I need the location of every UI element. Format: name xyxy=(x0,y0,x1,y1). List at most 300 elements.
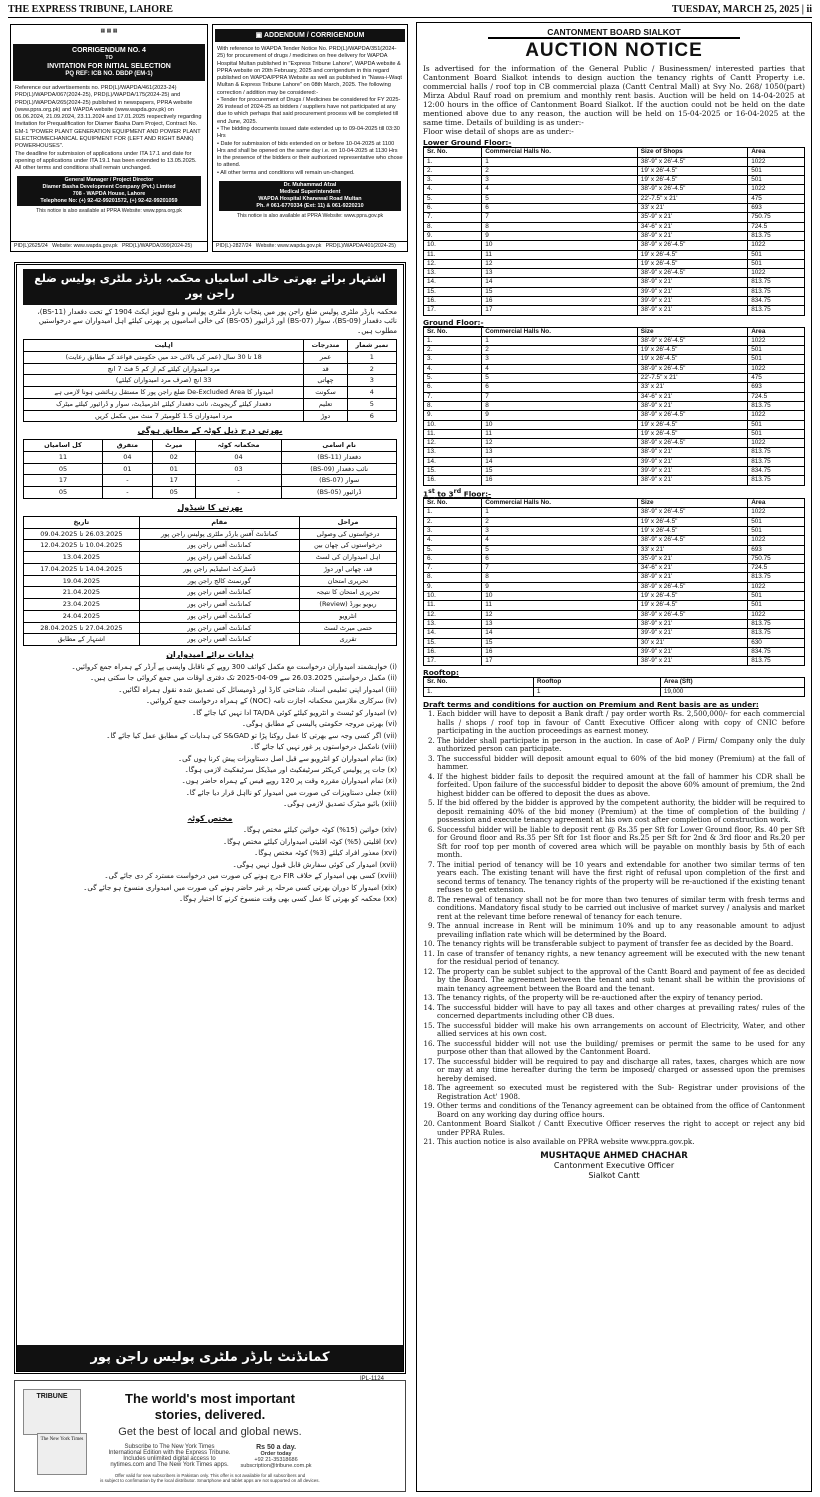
lower-ground-cell: 10. xyxy=(424,241,482,250)
schedule-row xyxy=(24,552,397,564)
eligibility-row xyxy=(24,398,397,410)
upper-floors-cell: 16 xyxy=(482,647,638,656)
upper-floors-cell: 4. xyxy=(424,536,482,545)
ground-floor-cell: 1022 xyxy=(748,411,805,420)
lower-ground-cell: 813.75 xyxy=(748,278,805,287)
upper-floors-cell: 39'-9" x 21' xyxy=(637,647,747,656)
quota-cell: 17 xyxy=(24,475,103,487)
schedule-table xyxy=(23,516,397,646)
term-item: 11. In case of transfer of tenancy rights, a new tenancy agreement will be executed with the new tenant for the residual period of tenancy. xyxy=(437,950,805,967)
ground-floor-cell: 1022 xyxy=(748,336,805,345)
quota2-item: (xviii) کسی بھی امیدوار کے خلاف FIR درج ہونے کی صورت میں درخواست مسترد کر دی جائے گی۔ xyxy=(104,872,397,881)
lower-ground-cell: 501 xyxy=(748,250,805,259)
quota2-list xyxy=(23,826,397,904)
eligibility-cell: چھاتی xyxy=(304,375,347,387)
schedule-cell: قد، چھاتی اور دوڑ xyxy=(299,563,396,575)
lower-ground-cell: 11. xyxy=(424,250,482,259)
schedule-col-header: مقام xyxy=(139,516,299,528)
lower-ground-cell: 501 xyxy=(748,166,805,175)
lower-ground-cell: 15 xyxy=(482,287,638,296)
ground-floor-cell: 38'-9" x 26'-4.5" xyxy=(637,439,747,448)
quota-cell: - xyxy=(102,487,152,499)
schedule-cell: 23.04.2025 xyxy=(24,599,140,611)
urdu-title: اشتہار برائے بھرتی خالی اسامیاں محکمہ بارڈر ملٹری پولیس ضلع راجن پور xyxy=(23,269,397,305)
eligibility-cell: دوڑ xyxy=(304,410,347,422)
eligibility-cell: 3 xyxy=(347,375,396,387)
schedule-cell: ڈسٹرکٹ اسٹیڈیم راجن پور xyxy=(139,563,299,575)
upper-floors-col-header: Commercial Halls No. xyxy=(482,499,638,508)
term-item: 15. The successful bidder will make his own arrangements on account of Electricity, Water, and other allied services at his own cost. xyxy=(437,1022,805,1039)
upper-floors-cell: 6 xyxy=(482,554,638,563)
quota-row xyxy=(24,487,397,499)
upper-floors-cell: 38'-9" x 26'-4.5" xyxy=(637,536,747,545)
upper-floors-cell: 14 xyxy=(482,629,638,638)
corrigendum-heading xyxy=(13,44,205,81)
lower-ground-cell: 38'-9" x 26'-4.5" xyxy=(637,185,747,194)
term-item: 16. The successful bidder will not use the building/ premises or permit the same to be used for any purpose other than that allowed by the Cantonment Board. xyxy=(437,1040,805,1057)
addendum-notice: ▣ ADDENDUM / CORRIGENDUM With reference to WAPDA Tender Notice No. PRD(L)/WAPDA/351(2024-25) for procurement of drugs / medicines on free delivery for WAPDA Hospital Multan published in "Express Tribune Lahore", WAPDA website & PPRA website on 20th February, 2025 and corrigendum in this regard published on WAPDA/PPRA Website as well as published in "Nawa-i-Waqt Multan & Express Tribune Lahore" on 08th March, 2025. The following correction / addition may be considered:- • Tender for procurement of Drugs / Medicines be considered for FY 2025-26 instead of 2024-25 as bidders / suppliers have not participated at any due to which perhaps that said procurement process will be completed till end June, 2025. • The bidding documents issued date extended up to 09-04-2025 till 03:30 Hrs • Date for submission of bids extended on or before 10-04-2025 at 1100 Hrs and shall be opened on the same day i.e. on 10-04-2025 at 1130 Hrs in the presence of the bidders or their authorized representative who chose to attend. • All other terms and conditions will remain un-changed. Dr. Muhammad Afzal Medical Superintendent WAPDA Hospital Khanewal Road Multan Ph. # 061-6770334 (Ext: 11) & 061-9220210 This notice is also available at PPRA Website: www.ppra.gov.pk PID(L)-2827/24 Website: www.wapda.gov.pk PRD(L)/WAPDA/401(2024-25) xyxy=(212,24,408,252)
lower-ground-row xyxy=(424,269,805,278)
ground-floor-cell: 10 xyxy=(482,420,638,429)
ground-floor-cell: 38'-9" x 26'-4.5" xyxy=(637,364,747,373)
quota-cell: 17 xyxy=(152,475,195,487)
schedule-row xyxy=(24,587,397,599)
ground-floor-row xyxy=(424,374,805,383)
corrigendum-subtitle: INVITATION FOR INITIAL SELECTION xyxy=(47,63,171,71)
addendum-bullet-3: Date for submission of bids extended on or before 10-04-2025 at 1100 Hrs and shall be opened on the same day i.e. on 10-04-2025 at 1130 Hrs in the presence of the bidders or their authorized representative who chose to attend. xyxy=(217,140,403,169)
corrigendum-prd: PRD(L)/WAPDA/399(2024-25) xyxy=(121,243,193,250)
quota-cell: 01 xyxy=(152,463,195,475)
terms-title: Draft terms and conditions for auction on Premium and Rent basis are as under: xyxy=(423,700,759,710)
term-item: 4. If the highest bidder fails to deposit the required amount at the fall of hammer his CDR shall be forfeited. Upon failure of the successful bidder to deposit the above 60% amount of premium, the 2nd highest bidder can be offered to deposit the dues as above. xyxy=(437,773,805,799)
schedule-cell: انٹرویو xyxy=(299,610,396,622)
eligibility-row xyxy=(24,375,397,387)
upper-floors-cell: 8 xyxy=(482,573,638,582)
lower-ground-cell: 38'-9" x 26'-4.5" xyxy=(637,157,747,166)
term-item: 20. Cantonment Board Sialkot / Cantt Executive Officer reserves the right to accept or reject any bid under PPRA Rules. xyxy=(437,1120,805,1137)
lower-ground-cell: 19' x 26'-4.5" xyxy=(637,259,747,268)
schedule-col-header: تاریخ xyxy=(24,516,140,528)
lower-ground-cell: 501 xyxy=(748,259,805,268)
quota-cell: 11 xyxy=(24,451,103,463)
lower-ground-cell: 1 xyxy=(482,157,638,166)
rooftop-cell: 19,000 xyxy=(660,687,804,696)
corrigendum-addr1: General Manager / Project Director xyxy=(64,177,154,184)
corrigendum-notice xyxy=(10,24,208,252)
corrigendum-web: Website: www.wapda.gov.pk xyxy=(52,243,118,250)
ground-floor-cell: 693 xyxy=(748,383,805,392)
quota-cell: 02 xyxy=(152,451,195,463)
lower-ground-row xyxy=(424,222,805,231)
lower-ground-header xyxy=(424,148,805,157)
lower-ground-cell: 8. xyxy=(424,222,482,231)
addendum-title: ADDENDUM / CORRIGENDUM xyxy=(263,32,365,39)
ground-floor-cell: 14. xyxy=(424,457,482,466)
quota-cell: - xyxy=(195,475,282,487)
ground-floor-cell: 501 xyxy=(748,346,805,355)
urdu-intro: محکمہ بارڈر ملٹری پولیس ضلع راجن پور میں پنجاب بارڈر ملٹری پولیس و بلوچ لیویز ایکٹ 1904 کے تحت دفعدار (BS-11)، نائب دفعدار (BS-09)، سوار (BS-07) اور ڈرائیور (BS-05) کی خالی اسامیوں پر بھرتی کیلئے اہل امیدواران سے درخواستیں مطلوب ہیں۔ xyxy=(37,307,397,335)
rooftop-cell: 1 xyxy=(533,687,660,696)
signatory-name: MUSHTAQUE AHMED CHACHAR xyxy=(540,1150,688,1161)
lower-ground-col-header: Size of Shops xyxy=(637,148,747,157)
instruction-item: (xiii) بائیو میٹرک تصدیق لازمی ہوگی۔ xyxy=(283,800,397,809)
lower-ground-cell: 813.75 xyxy=(748,287,805,296)
promo-fine2: is subject to confirmation by the local distributor. Smartphone and tablet apps are not supported on all devices. xyxy=(100,1478,320,1484)
eligibility-cell: دفعدار کیلئے گریجویٹ، نائب دفعدار کیلئے انٹرمیڈیٹ، سوار و ڈرائیور کیلئے میٹرک xyxy=(24,398,304,410)
upper-floors-row xyxy=(424,545,805,554)
ground-floor-cell: 11 xyxy=(482,429,638,438)
quota-cell: - xyxy=(195,487,282,499)
ground-floor-cell: 8 xyxy=(482,401,638,410)
upper-floors-cell: 10. xyxy=(424,592,482,601)
quota2-item: (xvii) امیدوار کی کوئی سفارش قابل قبول نہیں ہوگی۔ xyxy=(232,860,397,869)
lower-ground-cell: 475 xyxy=(748,194,805,203)
ground-floor-cell: 4. xyxy=(424,364,482,373)
upper-floors-cell: 13 xyxy=(482,619,638,628)
lower-ground-cell: 3. xyxy=(424,176,482,185)
ground-floor-cell: 14 xyxy=(482,457,638,466)
schedule-row xyxy=(24,528,397,540)
addendum-bullet-4: All other terms and conditions will remain un-changed. xyxy=(220,169,355,176)
lower-ground-cell: 1. xyxy=(424,157,482,166)
addendum-footer xyxy=(213,241,407,251)
lower-ground-cell: 2. xyxy=(424,166,482,175)
upper-floors-cell: 38'-9" x 21' xyxy=(637,619,747,628)
upper-floors-cell: 2. xyxy=(424,517,482,526)
newspaper-name: THE EXPRESS TRIBUNE, LAHORE xyxy=(8,4,173,15)
upper-floors-row xyxy=(424,564,805,573)
ground-floor-row xyxy=(424,355,805,364)
ground-floor-header xyxy=(424,327,805,336)
schedule-cell: تحریری امتحان xyxy=(299,575,396,587)
lower-ground-cell: 12 xyxy=(482,259,638,268)
ground-floor-cell: 13. xyxy=(424,448,482,457)
ground-floor-cell: 16. xyxy=(424,476,482,485)
upper-floors-row xyxy=(424,619,805,628)
terms-list xyxy=(423,710,805,1147)
auction-title: AUCTION NOTICE xyxy=(525,40,703,61)
lower-ground-cell: 35'-9" x 21' xyxy=(637,213,747,222)
term-item: 14. The successful bidder will have to pay all taxes and other charges at prevailing rates/ rules of the concerned departments including other CB dues. xyxy=(437,1004,805,1021)
eligibility-cell: 5 xyxy=(347,398,396,410)
ground-floor-row xyxy=(424,457,805,466)
quota-cell: 04 xyxy=(102,451,152,463)
upper-floors-cell: 38'-9" x 26'-4.5" xyxy=(637,582,747,591)
lower-ground-cell: 1022 xyxy=(748,185,805,194)
lower-ground-row xyxy=(424,259,805,268)
upper-floors-cell: 1022 xyxy=(748,610,805,619)
lower-ground-cell: 1022 xyxy=(748,269,805,278)
upper-floors-cell: 501 xyxy=(748,527,805,536)
upper-floors-row xyxy=(424,601,805,610)
auction-intro: Is advertised for the information of the General Public / Businessmen/ interested parties that Cantonment Board Sialkot intends to design auction the tenancy rights of Cantt Property i.e. commercial halls / roof top in CB commercial plaza (Cantt Central Mall) at Svy No. 268/ 1050(part) Mirza Abdul Rauf road on premium and monthly rent basis. Auction will be held on 14-04-2025 at 12:00 hours in the office of Cantonment Board Sialkot. If the auction could not be held on the date mentioned above due to any reason, the auction will be held on 15-04-2025 or 16-04-2025 at the same time. Details of building is as under:- xyxy=(423,64,805,128)
quota2-title: مختص کوٹہ xyxy=(187,813,233,823)
lower-ground-cell: 34'-6" x 21' xyxy=(637,222,747,231)
upper-floors-col-header: Sr. No. xyxy=(424,499,482,508)
ground-floor-cell: 7. xyxy=(424,392,482,401)
lower-ground-row xyxy=(424,157,805,166)
upper-floors-cell: 1 xyxy=(482,508,638,517)
auction-notice xyxy=(416,22,812,1492)
schedule-cell: ریویو بورڈ (Review) xyxy=(299,599,396,611)
rooftop-row xyxy=(424,687,805,696)
rooftop-col-header: Rooftop xyxy=(533,678,660,687)
lower-ground-cell: 19' x 26'-4.5" xyxy=(637,166,747,175)
upper-floors-row xyxy=(424,592,805,601)
lower-ground-cell: 724.5 xyxy=(748,222,805,231)
corrigendum-address xyxy=(17,176,201,206)
eligibility-cell: قد xyxy=(304,363,347,375)
lower-ground-cell: 13 xyxy=(482,269,638,278)
schedule-cell: کمانڈنٹ آفس بارڈر ملٹری پولیس راجن پور xyxy=(139,528,299,540)
ground-floor-cell: 38'-9" x 26'-4.5" xyxy=(637,411,747,420)
eligibility-row xyxy=(24,410,397,422)
lower-ground-cell: 19' x 26'-4.5" xyxy=(637,176,747,185)
upper-floors-cell: 33' x 21' xyxy=(637,545,747,554)
term-item: 12. The property can be sublet subject to the approval of the Cantt Board and payment of fee as decided by the Board. The agreement between the tenant and sub tenant shall be within the provisions of main tenancy agreement between the Board and the tenant. xyxy=(437,968,805,994)
lower-ground-cell: 5 xyxy=(482,194,638,203)
promo-sub3: Includes unlimited digital access to xyxy=(123,1456,216,1463)
lower-ground-cell: 8 xyxy=(482,222,638,231)
upper-floors-cell: 501 xyxy=(748,517,805,526)
upper-floors-cell: 19' x 26'-4.5" xyxy=(637,592,747,601)
tribune-newspaper-image xyxy=(23,1389,81,1435)
upper-floors-cell: 19' x 26'-4.5" xyxy=(637,527,747,536)
quota2-item: (xvi) معذور افراد کیلئے (3%) کوٹہ مختص ہوگا۔ xyxy=(254,849,397,858)
promo-email: subscription@tribune.com.pk xyxy=(240,1463,312,1470)
eligibility-cell: عمر xyxy=(304,351,347,363)
lower-ground-cell: 9 xyxy=(482,231,638,240)
ground-floor-cell: 15 xyxy=(482,467,638,476)
upper-floors-row xyxy=(424,517,805,526)
ground-floor-row xyxy=(424,467,805,476)
eligibility-cell: 4 xyxy=(347,387,396,399)
ground-floor-row xyxy=(424,439,805,448)
upper-floors-cell: 813.75 xyxy=(748,619,805,628)
upper-floors-cell: 38'-9" x 21' xyxy=(637,573,747,582)
ground-floor-cell: 33' x 21' xyxy=(637,383,747,392)
ground-floor-cell: 10. xyxy=(424,420,482,429)
ground-floor-cell: 7 xyxy=(482,392,638,401)
addendum-bullet-2: The bidding documents issued date extended up to 09-04-2025 till 03:30 Hrs xyxy=(217,126,400,140)
upper-floors-cell: 1022 xyxy=(748,536,805,545)
lower-ground-cell: 19' x 26'-4.5" xyxy=(637,250,747,259)
schedule-cell: گورنمنٹ کالج راجن پور xyxy=(139,575,299,587)
term-item: 13. The tenancy rights, of the property will be re-auctioned after the expiry of tenancy period. xyxy=(437,994,805,1003)
upper-floors-cell: 19' x 26'-4.5" xyxy=(637,601,747,610)
upper-floors-cell: 7 xyxy=(482,564,638,573)
addendum-body: With reference to WAPDA Tender Notice No. PRD(L)/WAPDA/351(2024-25) for procurement of drugs / medicines on free delivery for WAPDA Hospital Multan published in "Express Tribune Lahore", WAPDA website & PPRA website on 20th February, 2025 and corrigendum in this regard published on WAPDA/PPRA Website as well as published in "Nawa-i-Waqt Multan & Express Tribune Lahore" on 08th March, 2025. The following correction / addition may be considered:- xyxy=(217,46,402,96)
quota2-item: (xx) محکمہ کو بھرتی کا عمل کسی بھی وقت منسوخ کرنے کا اختیار ہوگا۔ xyxy=(179,895,397,904)
schedule-col-header: مراحل xyxy=(299,516,396,528)
eligibility-row xyxy=(24,387,397,399)
upper-floors-cell: 13. xyxy=(424,619,482,628)
lower-ground-cell: 14. xyxy=(424,278,482,287)
ground-floor-cell: 19' x 26'-4.5" xyxy=(637,420,747,429)
term-item: 6. Successful bidder will be liable to deposit rent @ Rs.35 per Sft for Lower Ground floor, Rs. 40 per Sft for Ground floor and Rs.35 per Sft for 1st floor and Rs.25 per Sft for 2nd & 3rd floor and Rs.20 per Sft for roof top per month of covered area which will be payable on monthly basis by 5th of each month. xyxy=(437,826,805,860)
lower-ground-col-header: Area xyxy=(748,148,805,157)
term-item: 19. Other terms and conditions of the Tenancy agreement can be obtained from the office of Cantonment Board on any working day during office hours. xyxy=(437,1102,805,1119)
schedule-row xyxy=(24,540,397,552)
ground-floor-cell: 13 xyxy=(482,448,638,457)
schedule-row xyxy=(24,599,397,611)
lower-ground-cell: 750.75 xyxy=(748,213,805,222)
lower-ground-col-header: Sr. No. xyxy=(424,148,482,157)
lower-ground-table xyxy=(423,147,805,315)
ground-floor-row xyxy=(424,420,805,429)
ground-floor-cell: 5. xyxy=(424,374,482,383)
addendum-addr1: Dr. Muhammad Afzal xyxy=(283,181,337,188)
promo-fine1: Offer valid for new subscribers in Pakistan only. This offer is not available for all subscribers and xyxy=(114,1473,306,1479)
lower-ground-row xyxy=(424,250,805,259)
quota-title: بھرتی درج ذیل کوٹہ کے مطابق ہوگی xyxy=(137,426,283,436)
ground-floor-row xyxy=(424,383,805,392)
corrigendum-ppra: This notice is also available at PPRA Website: www.ppra.org.pk xyxy=(36,208,182,215)
ground-floor-cell: 1022 xyxy=(748,364,805,373)
lower-ground-cell: 4. xyxy=(424,185,482,194)
ground-floor-cell: 813.75 xyxy=(748,457,805,466)
ground-floor-col-header: Area xyxy=(748,327,805,336)
schedule-cell: 21.04.2025 xyxy=(24,587,140,599)
newspaper-date: TUESDAY, MARCH 25, 2025 | ii xyxy=(671,4,812,15)
ground-floor-cell: 813.75 xyxy=(748,401,805,410)
ground-floor-row xyxy=(424,429,805,438)
lower-ground-cell: 5. xyxy=(424,194,482,203)
schedule-row xyxy=(24,622,397,634)
quota-row xyxy=(24,475,397,487)
signatory-place: Sialkot Cantt xyxy=(588,1171,640,1181)
quota-col-header: میرٹ xyxy=(152,440,195,452)
eligibility-row xyxy=(24,363,397,375)
lower-ground-cell: 38'-9" x 21' xyxy=(637,306,747,315)
rooftop-title: Rooftop: xyxy=(423,668,459,678)
lower-ground-cell: 693 xyxy=(748,204,805,213)
lower-ground-col-header: Commercial Halls No. xyxy=(482,148,638,157)
upper-floors-row xyxy=(424,527,805,536)
instruction-item: (ix) تمام امیدواران کو انٹرویو سے قبل اصل دستاویزات پیش کرنا ہوں گی۔ xyxy=(177,754,397,763)
lower-ground-cell: 38'-9" x 21' xyxy=(637,278,747,287)
lower-ground-cell: 38'-9" x 21' xyxy=(637,231,747,240)
ground-floor-cell: 3 xyxy=(482,355,638,364)
upper-floors-cell: 693 xyxy=(748,545,805,554)
ground-floor-cell: 1. xyxy=(424,336,482,345)
upper-floors-title xyxy=(423,488,805,498)
schedule-cell: 19.04.2025 xyxy=(24,575,140,587)
term-item: 18. The agreement so executed must be registered with the Sub- Registrar under provisions of the Registration Act' 1908. xyxy=(437,1084,805,1101)
term-item: 10. The tenancy rights will be transferable subject to payment of transfer fee as decided by the Board. xyxy=(437,940,805,949)
upper-floors-cell: 1022 xyxy=(748,582,805,591)
ground-floor-row xyxy=(424,476,805,485)
upper-floors-cell: 15 xyxy=(482,638,638,647)
addendum-heading xyxy=(215,29,405,42)
upper-floors-cell: 5. xyxy=(424,545,482,554)
ground-floor-cell: 11. xyxy=(424,429,482,438)
wapda-logo: ▦ ▦ ▦ xyxy=(100,28,118,34)
eligibility-cell: مرد امیدواران کیلئے کم از کم 5 فٹ 7 انچ xyxy=(24,363,304,375)
upper-floors-header xyxy=(424,499,805,508)
lower-ground-cell: 813.75 xyxy=(748,231,805,240)
promo-order-label: Order today xyxy=(260,1451,292,1458)
upper-floors-cell: 12. xyxy=(424,610,482,619)
quota-row xyxy=(24,463,397,475)
eligibility-cell: امیدوار کا De-Excluded Area ضلع راجن پور کا مستقل رہائشی ہونا لازمی ہے xyxy=(24,387,304,399)
rooftop-header xyxy=(424,678,805,687)
schedule-title: بھرتی کا شیڈول xyxy=(177,502,243,512)
upper-floors-row xyxy=(424,638,805,647)
lower-ground-cell: 1022 xyxy=(748,157,805,166)
instruction-item: (xi) تمام امیدواران مقررہ وقت پر 120 روپے فیس کے ہمراہ حاضر ہوں۔ xyxy=(181,777,397,786)
corrigendum-to: TO xyxy=(105,55,113,62)
eligibility-col-header: مندرجات xyxy=(304,340,347,352)
upper-floors-cell: 813.75 xyxy=(748,657,805,666)
upper-floors-row xyxy=(424,573,805,582)
lower-ground-cell: 38'-9" x 26'-4.5" xyxy=(637,241,747,250)
schedule-header xyxy=(24,516,397,528)
lower-ground-cell: 7. xyxy=(424,213,482,222)
corrigendum-footer xyxy=(11,241,207,251)
ground-floor-cell: 813.75 xyxy=(748,448,805,457)
schedule-cell: کمانڈنٹ آفس راجن پور xyxy=(139,599,299,611)
quota-cell: 05 xyxy=(24,463,103,475)
lower-ground-row xyxy=(424,278,805,287)
quota2-item: (xix) امیدوار کا دوران بھرتی کسی مرحلہ پر غیر حاضر ہونے کی صورت میں امیدواری منسوخ ہو جائے گی۔ xyxy=(83,883,397,892)
eligibility-cell: سکونت xyxy=(304,387,347,399)
promo-headline-2: stories, delivered. xyxy=(154,1406,266,1422)
lower-ground-title: Lower Ground Floor:- xyxy=(423,138,512,148)
lower-ground-cell: 33' x 21' xyxy=(637,204,747,213)
ground-floor-row xyxy=(424,364,805,373)
upper-title-c: Floor:- xyxy=(461,489,492,499)
eligibility-cell: 6 xyxy=(347,410,396,422)
lower-ground-row xyxy=(424,297,805,306)
ground-floor-cell: 1022 xyxy=(748,439,805,448)
quota-table xyxy=(23,439,397,499)
ground-floor-row xyxy=(424,401,805,410)
recruitment-advertisement xyxy=(14,262,406,1374)
addendum-web: Website: www.wapda.gov.pk xyxy=(255,243,322,250)
ground-floor-cell: 2 xyxy=(482,346,638,355)
schedule-cell: 27.04.2025 تا 28.04.2025 xyxy=(24,622,140,634)
upper-floors-cell: 12 xyxy=(482,610,638,619)
quota-cell: 03 xyxy=(195,463,282,475)
ipl-code: IPL-1124 xyxy=(360,1376,384,1382)
upper-floors-cell: 9 xyxy=(482,582,638,591)
schedule-cell: اشتہار کے مطابق xyxy=(24,634,140,646)
upper-floors-cell: 11 xyxy=(482,601,638,610)
rooftop-col-header: Area (Sft) xyxy=(660,678,804,687)
ground-floor-table xyxy=(423,327,805,486)
quota-cell: ڈرائیور (BS-05) xyxy=(282,487,397,499)
promo-headline-1: The world's most important xyxy=(125,1391,295,1406)
schedule-cell: کمانڈنٹ آفس راجن پور xyxy=(139,587,299,599)
lower-ground-cell: 834.75 xyxy=(748,297,805,306)
lower-ground-cell: 39'-9" x 21' xyxy=(637,287,747,296)
ground-floor-cell: 19' x 26'-4.5" xyxy=(637,429,747,438)
ground-floor-cell: 5 xyxy=(482,374,638,383)
ground-floor-col-header: Size xyxy=(637,327,747,336)
addendum-pid: PID(L)-2827/24 xyxy=(216,243,252,250)
promo-sub2: International Edition with the Express Tribune. xyxy=(108,1450,231,1457)
upper-floors-col-header: Area xyxy=(748,499,805,508)
wapda-logo-small: ▣ xyxy=(255,32,264,39)
quota-cell: 05 xyxy=(152,487,195,499)
upper-floors-cell: 3 xyxy=(482,527,638,536)
corrigendum-title: CORRIGENDUM NO. 4 xyxy=(72,47,146,54)
upper-floors-row xyxy=(424,647,805,656)
lower-ground-cell: 15. xyxy=(424,287,482,296)
ground-floor-row xyxy=(424,336,805,345)
lower-ground-row xyxy=(424,176,805,185)
